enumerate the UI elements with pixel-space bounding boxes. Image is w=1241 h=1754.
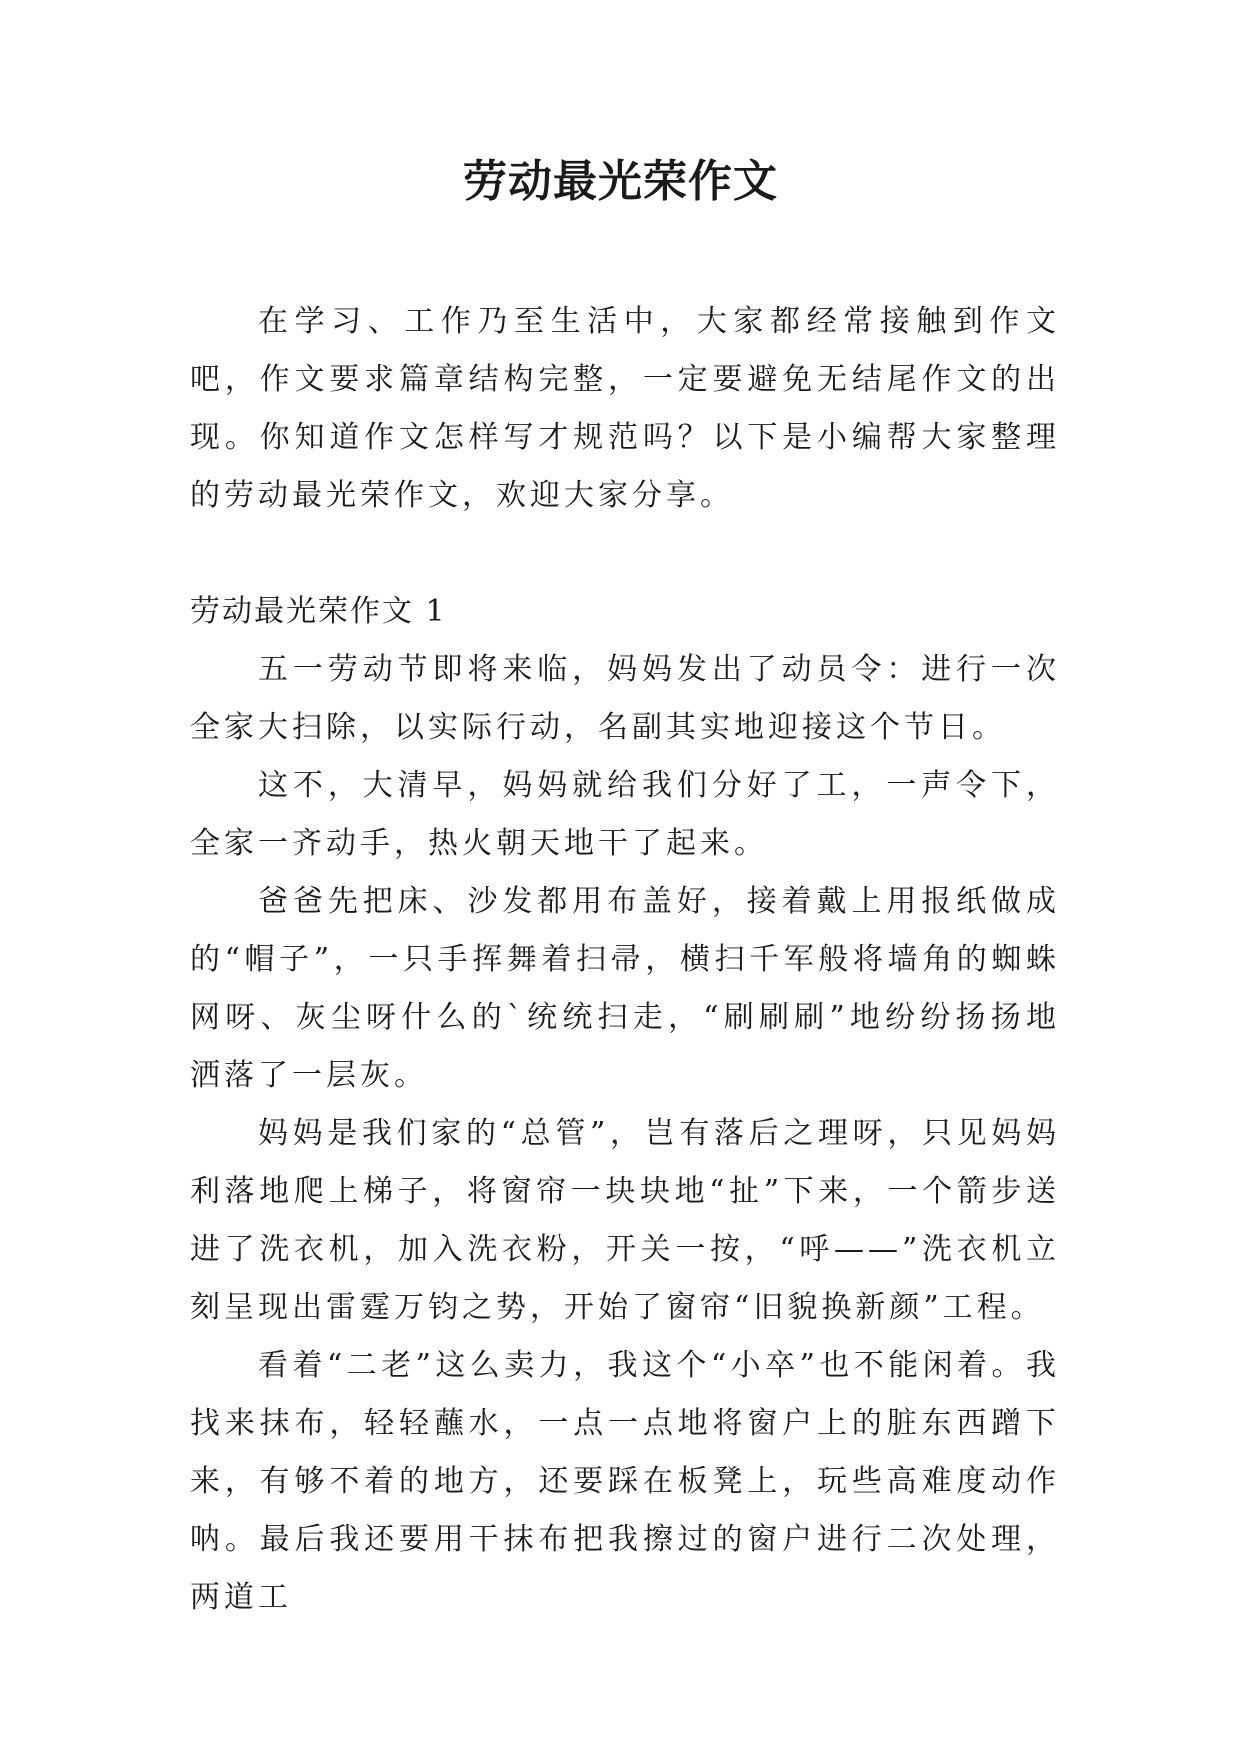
body-paragraph-2: 这不，大清早，妈妈就给我们分好了工，一声令下，全家一齐动手，热火朝天地干了起来。 xyxy=(190,768,1060,861)
document-title: 劳动最光荣作文 xyxy=(463,156,778,207)
document-body xyxy=(190,293,1060,1627)
body-paragraph-1: 五一劳动节即将来临，妈妈发出了动员令：进行一次全家大扫除，以实际行动，名副其实地迎接这个节日。 xyxy=(190,652,1060,745)
body-paragraph-4: 妈妈是我们家的“总管”，岂有落后之理呀，只见妈妈利落地爬上梯子，将窗帘一块块地“扯”下来，一个箭步送进了洗衣机，加入洗衣粉，开关一按，“呼——”洗衣机立刻呈现出雷霆万钧之势，开始了窗帘“旧貌换新颜”工程。 xyxy=(190,1116,1060,1325)
section-spacer xyxy=(190,525,1060,583)
body-paragraph-3: 爸爸先把床、沙发都用布盖好，接着戴上用报纸做成的“帽子”，一只手挥舞着扫帚，横扫千军般将墙角的蜘蛛网呀、灰尘呀什么的`统统扫走，“刷刷刷”地纷纷扬扬地洒落了一层灰。 xyxy=(190,884,1060,1093)
section-heading: 劳动最光荣作文 1 xyxy=(190,594,447,629)
intro-paragraph: 在学习、工作乃至生活中，大家都经常接触到作文吧，作文要求篇章结构完整，一定要避免无结尾作文的出现。你知道作文怎样写才规范吗？以下是小编帮大家整理的劳动最光荣作文，欢迎大家分享。 xyxy=(190,304,1060,513)
body-paragraph-5: 看着“二老”这么卖力，我这个“小卒”也不能闲着。我找来抹布，轻轻蘸水，一点一点地将窗户上的脏东西蹭下来，有够不着的地方，还要踩在板凳上，玩些高难度动作呐。最后我还要用干抹布把我擦过的窗户进行二次处理，两道工 xyxy=(190,1348,1060,1615)
